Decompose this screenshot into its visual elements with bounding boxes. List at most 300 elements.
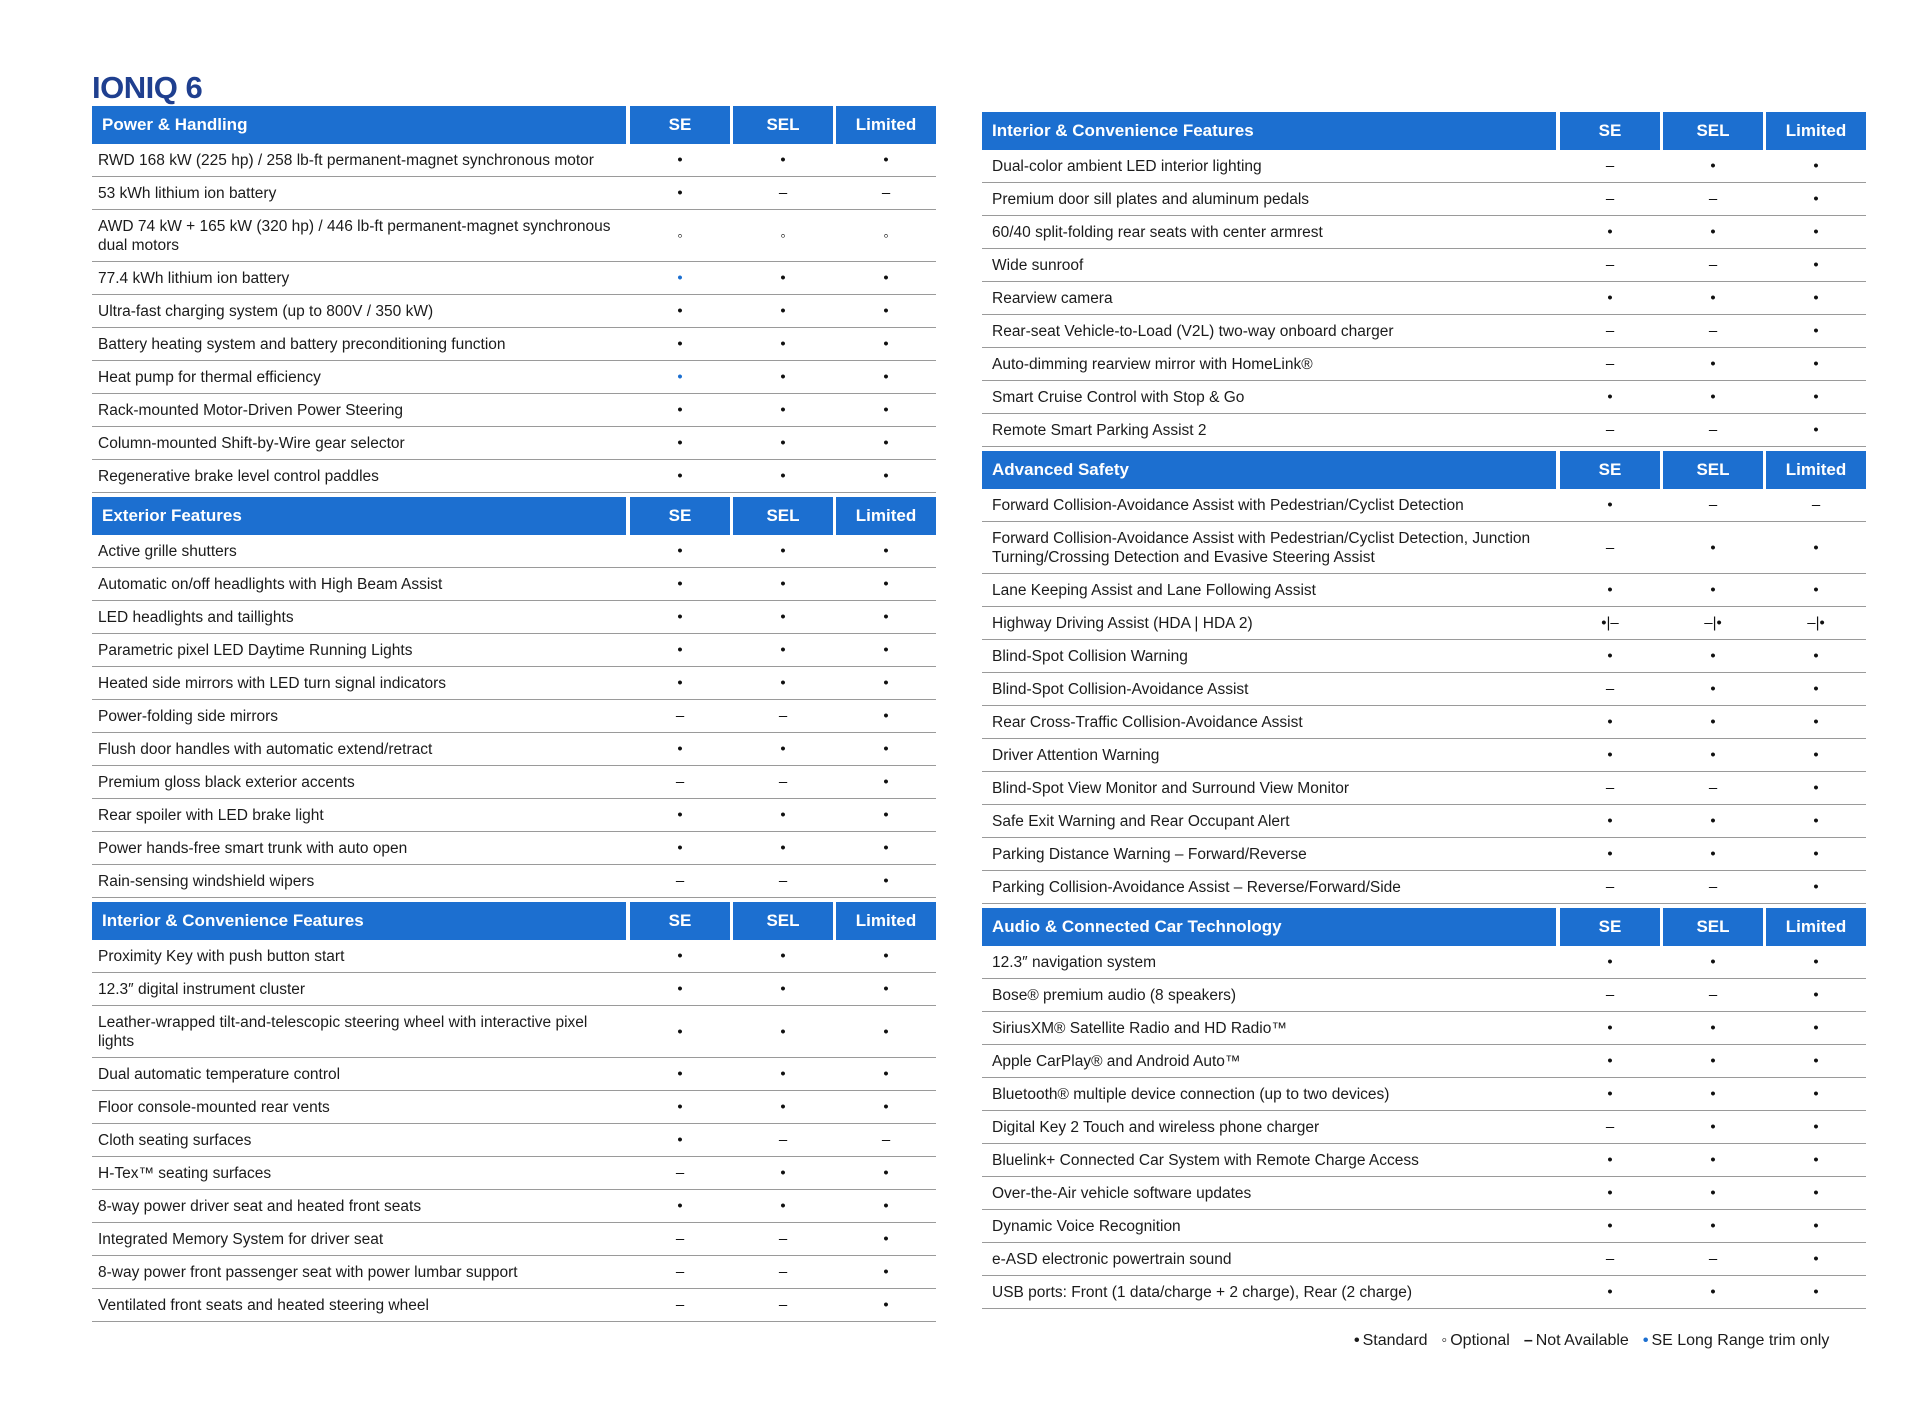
availability-se: • <box>677 641 683 659</box>
availability-se: • <box>677 1131 683 1149</box>
legend-symbol: • <box>1642 1332 1649 1349</box>
availability-sel: • <box>1710 539 1716 556</box>
availability-sel: • <box>780 608 786 626</box>
availability-sel: • <box>780 434 786 452</box>
availability-limited: • <box>1813 539 1819 556</box>
feature-label: Power hands-free smart trunk with auto open <box>98 840 408 857</box>
availability-se: • <box>677 980 683 998</box>
availability-sel: – <box>1708 496 1718 514</box>
legend-symbol: ◦ <box>1441 1332 1448 1349</box>
feature-label: 8-way power front passenger seat with power lumbar support <box>98 1264 518 1281</box>
availability-limited: • <box>1813 878 1819 896</box>
availability-se: – <box>675 872 685 890</box>
table-row <box>982 348 1866 381</box>
feature-label: e-ASD electronic powertrain sound <box>992 1251 1232 1268</box>
trim-header-se: SE <box>630 902 730 940</box>
feature-label: 77.4 kWh lithium ion battery <box>98 270 290 287</box>
table-row <box>92 634 936 667</box>
feature-label: 12.3″ digital instrument cluster <box>98 981 306 998</box>
availability-se: – <box>1605 256 1615 274</box>
trim-header-sel: SEL <box>733 497 833 535</box>
table-row <box>982 1111 1866 1144</box>
availability-se: • <box>1607 1019 1613 1037</box>
availability-se: • <box>677 1023 683 1040</box>
availability-sel: – <box>778 1131 788 1149</box>
availability-se: – <box>675 1230 685 1248</box>
availability-limited: • <box>1813 713 1819 731</box>
availability-sel: – <box>778 1263 788 1281</box>
table-row <box>982 640 1866 673</box>
trim-header-sel: SEL <box>1663 908 1763 946</box>
availability-limited: • <box>1813 845 1819 863</box>
availability-se: – <box>1605 1250 1615 1268</box>
feature-label: Wide sunroof <box>992 257 1084 274</box>
table-row <box>92 667 936 700</box>
availability-limited: • <box>1813 986 1819 1004</box>
availability-limited: • <box>1813 421 1819 439</box>
feature-label: 53 kWh lithium ion battery <box>98 185 277 202</box>
table-row <box>982 673 1866 706</box>
availability-se: • <box>677 434 683 452</box>
availability-limited: • <box>1813 223 1819 241</box>
feature-label: Bluelink+ Connected Car System with Remote Charge Access <box>992 1152 1419 1169</box>
table-row <box>92 766 936 799</box>
feature-label: Forward Collision-Avoidance Assist with Pedestrian/Cyclist Detection, Junction Turning/Crossing Detection and Evasive Steering Assist <box>992 530 1531 566</box>
availability-limited: • <box>1813 388 1819 406</box>
availability-limited: • <box>1813 157 1819 175</box>
availability-limited: ◦ <box>883 227 889 244</box>
availability-sel: • <box>780 575 786 593</box>
table-row <box>982 249 1866 282</box>
section-header-audio-connected-car-technology <box>982 908 1866 946</box>
trim-header-limited: Limited <box>1766 112 1866 150</box>
availability-limited: • <box>883 707 889 725</box>
feature-label: Bose® premium audio (8 speakers) <box>992 987 1237 1004</box>
availability-limited: • <box>883 773 889 791</box>
availability-limited: • <box>883 980 889 998</box>
feature-label: 60/40 split-folding rear seats with center armrest <box>992 224 1323 241</box>
feature-label: Automatic on/off headlights with High Beam Assist <box>98 576 443 593</box>
feature-label: LED headlights and taillights <box>98 609 294 626</box>
table-row <box>92 973 936 1006</box>
availability-limited: • <box>883 1023 889 1040</box>
availability-sel: • <box>1710 1151 1716 1169</box>
availability-limited: • <box>883 947 889 965</box>
legend-label: Not Available <box>1535 1332 1629 1349</box>
availability-limited: • <box>883 434 889 452</box>
availability-limited: • <box>1813 581 1819 599</box>
trim-header-se: SE <box>1560 908 1660 946</box>
feature-label: Rack-mounted Motor-Driven Power Steering <box>98 402 403 419</box>
table-row <box>982 315 1866 348</box>
availability-se: • <box>1607 845 1613 863</box>
feature-label: Blind-Spot Collision-Avoidance Assist <box>992 681 1249 698</box>
availability-se: • <box>1607 1217 1613 1235</box>
availability-limited: • <box>883 575 889 593</box>
feature-label: Digital Key 2 Touch and wireless phone charger <box>992 1119 1320 1136</box>
feature-label: Cloth seating surfaces <box>98 1132 252 1149</box>
table-row <box>92 295 936 328</box>
availability-se: – <box>675 1263 685 1281</box>
feature-label: RWD 168 kW (225 hp) / 258 lb-ft permanent-magnet synchronous motor <box>98 152 594 169</box>
table-row <box>982 805 1866 838</box>
feature-label: Dynamic Voice Recognition <box>992 1218 1181 1235</box>
table-row <box>982 282 1866 315</box>
trim-header-sel: SEL <box>1663 112 1763 150</box>
availability-sel: • <box>780 1098 786 1116</box>
table-row <box>982 489 1866 522</box>
table-row <box>92 940 936 973</box>
table-row <box>982 739 1866 772</box>
trim-header-sel: SEL <box>1663 451 1763 489</box>
feature-label: Lane Keeping Assist and Lane Following Assist <box>992 582 1316 599</box>
availability-limited: • <box>883 269 889 287</box>
availability-se: • <box>677 467 683 485</box>
availability-sel: – <box>778 773 788 791</box>
availability-se: •|– <box>1601 614 1619 632</box>
availability-limited: • <box>1813 1019 1819 1037</box>
availability-se: – <box>675 1164 685 1182</box>
table-row <box>982 1045 1866 1078</box>
availability-limited: • <box>1813 953 1819 971</box>
table-row <box>92 601 936 634</box>
trim-header-se: SE <box>1560 112 1660 150</box>
table-row <box>92 1157 936 1190</box>
availability-sel: • <box>1710 1085 1716 1103</box>
availability-limited: • <box>1813 1085 1819 1103</box>
feature-label: Driver Attention Warning <box>992 747 1160 764</box>
feature-label: Apple CarPlay® and Android Auto™ <box>992 1053 1241 1070</box>
feature-label: Rearview camera <box>992 290 1113 307</box>
feature-label: Regenerative brake level control paddles <box>98 468 379 485</box>
availability-sel: • <box>780 1023 786 1040</box>
availability-limited: • <box>883 872 889 890</box>
feature-label: Ventilated front seats and heated steering wheel <box>98 1297 429 1314</box>
table-row <box>982 607 1866 640</box>
availability-limited: • <box>883 335 889 353</box>
availability-sel: • <box>780 1164 786 1182</box>
availability-sel: • <box>1710 289 1716 307</box>
feature-label: AWD 74 kW + 165 kW (320 hp) / 446 lb-ft permanent-magnet synchronous dual motors <box>98 218 611 254</box>
table-row <box>982 1144 1866 1177</box>
feature-label: Rear spoiler with LED brake light <box>98 807 324 824</box>
availability-sel: – <box>778 184 788 202</box>
trim-header-limited: Limited <box>836 497 936 535</box>
table-row <box>92 144 936 177</box>
availability-se: • <box>1607 496 1613 514</box>
brand-title: IONIQ 6 <box>92 70 203 105</box>
availability-limited: • <box>883 806 889 824</box>
feature-label: Heated side mirrors with LED turn signal indicators <box>98 675 447 692</box>
availability-se: – <box>1605 680 1615 698</box>
availability-se: • <box>677 269 683 287</box>
availability-sel: – <box>1708 878 1718 896</box>
table-row <box>92 1091 936 1124</box>
availability-sel: • <box>1710 223 1716 241</box>
table-row <box>982 381 1866 414</box>
availability-se: • <box>1607 1151 1613 1169</box>
availability-se: – <box>1605 779 1615 797</box>
availability-se: • <box>677 302 683 320</box>
feature-label: Blind-Spot View Monitor and Surround View Monitor <box>992 780 1349 797</box>
availability-se: – <box>1605 986 1615 1004</box>
availability-sel: • <box>780 368 786 386</box>
section-header-interior-convenience-features <box>982 112 1866 150</box>
availability-se: – <box>1605 1118 1615 1136</box>
table-row <box>982 772 1866 805</box>
availability-sel: • <box>780 806 786 824</box>
feature-label: 12.3″ navigation system <box>992 954 1157 971</box>
availability-sel: • <box>1710 746 1716 764</box>
availability-limited: • <box>883 542 889 560</box>
feature-label: Dual-color ambient LED interior lighting <box>992 158 1262 175</box>
table-row <box>92 865 936 898</box>
availability-se: • <box>1607 223 1613 241</box>
section-header-power-handling <box>92 106 936 144</box>
availability-sel: • <box>1710 1052 1716 1070</box>
availability-se: • <box>1607 1052 1613 1070</box>
table-row <box>982 414 1866 447</box>
availability-se: • <box>677 740 683 758</box>
availability-se: • <box>677 839 683 857</box>
availability-limited: • <box>883 641 889 659</box>
availability-limited: • <box>1813 746 1819 764</box>
feature-label: SiriusXM® Satellite Radio and HD Radio™ <box>992 1020 1287 1037</box>
availability-se: – <box>1605 878 1615 896</box>
table-row <box>92 460 936 493</box>
availability-se: • <box>1607 746 1613 764</box>
availability-se: • <box>1607 812 1613 830</box>
feature-label: Parking Collision-Avoidance Assist – Reverse/Forward/Side <box>992 879 1401 896</box>
table-row <box>92 1256 936 1289</box>
availability-limited: • <box>883 1197 889 1215</box>
legend-symbol: • <box>1354 1332 1360 1349</box>
availability-limited: • <box>1813 1118 1819 1136</box>
right-column <box>982 112 1866 1309</box>
trim-header-limited: Limited <box>1766 451 1866 489</box>
section-header-exterior-features <box>92 497 936 535</box>
availability-sel: • <box>1710 812 1716 830</box>
availability-sel: • <box>780 980 786 998</box>
table-row <box>982 979 1866 1012</box>
feature-label: Rain-sensing windshield wipers <box>98 873 315 890</box>
availability-sel: • <box>780 641 786 659</box>
availability-sel: • <box>1710 1283 1716 1301</box>
feature-label: Dual automatic temperature control <box>98 1066 341 1083</box>
availability-sel: • <box>1710 1184 1716 1202</box>
availability-se: • <box>1607 388 1613 406</box>
availability-limited: • <box>883 674 889 692</box>
table-row <box>982 216 1866 249</box>
availability-sel: –|• <box>1704 614 1722 632</box>
availability-limited: • <box>883 401 889 419</box>
table-row <box>92 262 936 295</box>
availability-limited: • <box>1813 1052 1819 1070</box>
availability-se: • <box>1607 581 1613 599</box>
availability-limited: • <box>1813 779 1819 797</box>
availability-sel: • <box>780 1197 786 1215</box>
availability-limited: • <box>883 302 889 320</box>
availability-sel: • <box>1710 1019 1716 1037</box>
availability-sel: • <box>1710 845 1716 863</box>
availability-limited: • <box>883 151 889 169</box>
feature-label: Ultra-fast charging system (up to 800V / 350 kW) <box>98 303 434 320</box>
table-row <box>92 832 936 865</box>
availability-se: • <box>677 184 683 202</box>
availability-se: • <box>677 608 683 626</box>
availability-se: – <box>675 1296 685 1314</box>
feature-label: Leather-wrapped tilt-and-telescopic steering wheel with interactive pixel lights <box>98 1014 588 1050</box>
availability-sel: • <box>780 674 786 692</box>
availability-limited: • <box>883 1098 889 1116</box>
availability-sel: – <box>1708 256 1718 274</box>
availability-sel: • <box>780 151 786 169</box>
availability-se: – <box>1605 322 1615 340</box>
section-title: Interior & Convenience Features <box>92 902 626 940</box>
availability-limited: • <box>1813 1217 1819 1235</box>
availability-sel: • <box>1710 953 1716 971</box>
availability-sel: • <box>780 740 786 758</box>
table-row <box>982 946 1866 979</box>
table-row <box>92 210 936 262</box>
availability-limited: • <box>883 1164 889 1182</box>
feature-label: Parametric pixel LED Daytime Running Lights <box>98 642 413 659</box>
table-row <box>92 177 936 210</box>
availability-sel: – <box>1708 986 1718 1004</box>
availability-sel: – <box>1708 779 1718 797</box>
availability-limited: • <box>1813 1184 1819 1202</box>
feature-label: Forward Collision-Avoidance Assist with Pedestrian/Cyclist Detection <box>992 497 1464 514</box>
table-row <box>982 1243 1866 1276</box>
feature-label: Parking Distance Warning – Forward/Reverse <box>992 846 1307 863</box>
feature-label: Auto-dimming rearview mirror with HomeLink® <box>992 356 1313 373</box>
feature-label: Rear Cross-Traffic Collision-Avoidance Assist <box>992 714 1303 731</box>
availability-limited: • <box>1813 812 1819 830</box>
legend-item-not-available <box>1524 1332 1629 1349</box>
feature-label: Floor console-mounted rear vents <box>98 1099 330 1116</box>
trim-header-limited: Limited <box>836 902 936 940</box>
availability-limited: • <box>1813 1151 1819 1169</box>
availability-se: • <box>677 368 683 386</box>
feature-label: Battery heating system and battery preconditioning function <box>98 336 506 353</box>
trim-header-se: SE <box>1560 451 1660 489</box>
table-row <box>92 1289 936 1322</box>
section-header-interior-convenience-features <box>92 902 936 940</box>
left-column <box>92 106 936 1322</box>
availability-limited: • <box>883 839 889 857</box>
availability-sel: • <box>780 302 786 320</box>
table-row <box>982 1177 1866 1210</box>
legend <box>1340 1332 1829 1350</box>
legend-symbol: – <box>1523 1332 1533 1349</box>
availability-limited: – <box>881 184 891 202</box>
availability-sel: • <box>1710 1217 1716 1235</box>
feature-label: Integrated Memory System for driver seat <box>98 1231 384 1248</box>
availability-se: • <box>677 401 683 419</box>
availability-se: • <box>677 575 683 593</box>
table-row <box>92 799 936 832</box>
availability-se: • <box>1607 289 1613 307</box>
availability-sel: – <box>778 1296 788 1314</box>
availability-se: • <box>677 1197 683 1215</box>
availability-limited: • <box>883 1065 889 1083</box>
legend-item-optional <box>1442 1332 1510 1349</box>
availability-limited: • <box>1813 256 1819 274</box>
availability-limited: • <box>1813 355 1819 373</box>
trim-header-se: SE <box>630 497 730 535</box>
availability-sel: – <box>1708 421 1718 439</box>
section-header-advanced-safety <box>982 451 1866 489</box>
availability-limited: • <box>1813 680 1819 698</box>
feature-label: Active grille shutters <box>98 543 237 560</box>
availability-se: • <box>677 542 683 560</box>
availability-se: – <box>675 773 685 791</box>
availability-sel: • <box>780 269 786 287</box>
availability-se: • <box>1607 647 1613 665</box>
availability-sel: • <box>780 335 786 353</box>
availability-se: • <box>677 335 683 353</box>
availability-sel: • <box>780 401 786 419</box>
legend-label: Optional <box>1450 1332 1510 1349</box>
availability-limited: • <box>883 368 889 386</box>
availability-se: • <box>1607 953 1613 971</box>
feature-label: Highway Driving Assist (HDA | HDA 2) <box>992 615 1253 632</box>
feature-label: Over-the-Air vehicle software updates <box>992 1185 1252 1202</box>
availability-se: • <box>677 1065 683 1083</box>
table-row <box>92 1058 936 1091</box>
availability-se: • <box>677 1098 683 1116</box>
feature-label: Premium gloss black exterior accents <box>98 774 355 791</box>
availability-sel: • <box>1710 355 1716 373</box>
availability-sel: • <box>780 1065 786 1083</box>
section-title: Exterior Features <box>92 497 626 535</box>
section-title: Advanced Safety <box>982 451 1556 489</box>
feature-label: Heat pump for thermal efficiency <box>98 369 321 386</box>
table-row <box>982 522 1866 574</box>
table-row <box>982 1012 1866 1045</box>
availability-se: – <box>1605 355 1615 373</box>
feature-label: Premium door sill plates and aluminum pedals <box>992 191 1310 208</box>
feature-label: Bluetooth® multiple device connection (up to two devices) <box>992 1086 1390 1103</box>
table-row <box>982 871 1866 904</box>
availability-limited: • <box>1813 647 1819 665</box>
feature-label: Safe Exit Warning and Rear Occupant Alert <box>992 813 1290 830</box>
availability-sel: – <box>1708 190 1718 208</box>
availability-se: – <box>1605 421 1615 439</box>
availability-se: – <box>675 707 685 725</box>
table-row <box>92 700 936 733</box>
table-row <box>982 150 1866 183</box>
table-row <box>982 1276 1866 1309</box>
availability-sel: • <box>1710 713 1716 731</box>
feature-label: Proximity Key with push button start <box>98 948 345 965</box>
table-row <box>92 361 936 394</box>
availability-limited: • <box>1813 322 1819 340</box>
table-row <box>92 328 936 361</box>
availability-sel: • <box>1710 581 1716 599</box>
availability-sel: • <box>780 467 786 485</box>
availability-se: • <box>1607 1283 1613 1301</box>
availability-limited: • <box>1813 289 1819 307</box>
feature-label: 8-way power driver seat and heated front seats <box>98 1198 422 1215</box>
availability-sel: – <box>778 1230 788 1248</box>
availability-sel: • <box>780 542 786 560</box>
feature-label: Column-mounted Shift-by-Wire gear selector <box>98 435 405 452</box>
availability-limited: • <box>883 740 889 758</box>
table-row <box>92 394 936 427</box>
availability-sel: – <box>778 707 788 725</box>
availability-se: • <box>677 674 683 692</box>
